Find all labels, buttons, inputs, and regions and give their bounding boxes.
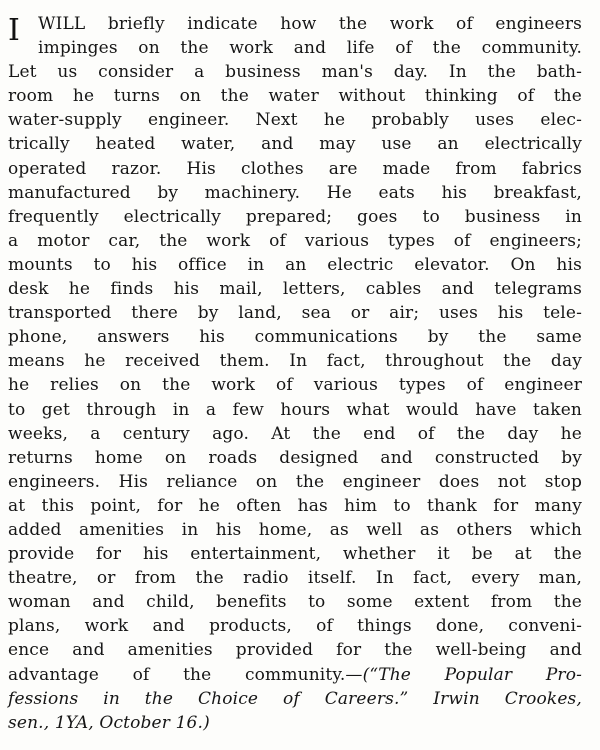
- article-line-11: mounts to his office in an electric elevator. On his: [8, 254, 582, 275]
- article-line-21: at this point, for he often has him to thank for many: [8, 495, 582, 516]
- closing-text: advantage of the community.: [8, 664, 346, 685]
- citation-line-2: fessions in the Choice of Careers.” Irwin Crookes,: [8, 688, 582, 709]
- article-line-12: desk he finds his mail, letters, cables and telegrams: [8, 279, 582, 300]
- citation-line-3: sen., 1YA, October 16.): [8, 712, 210, 733]
- article-line-22: added amenities in his home, as well as others which: [8, 519, 582, 540]
- article-line-25: woman and child, benefits to some extent from the: [8, 592, 582, 613]
- article-line-28: [8, 663, 582, 687]
- article-line-24: theatre, or from the radio itself. In fact, every man,: [8, 568, 582, 589]
- drop-cap-letter: I: [8, 13, 21, 48]
- article-line-26: plans, work and products, of things done, conveni-: [8, 616, 582, 637]
- article-line-19: returns home on roads designed and constructed by: [8, 447, 582, 468]
- article-line-10: a motor car, the work of various types of engineers;: [8, 230, 582, 251]
- article-line-8: manufactured by machinery. He eats his breakfast,: [8, 182, 582, 203]
- article-line-14: phone, answers his communications by the same: [8, 327, 582, 348]
- article-line-9: frequently electrically prepared; goes to business in: [8, 206, 582, 227]
- article-line-7: operated razor. His clothes are made from fabrics: [8, 158, 582, 179]
- citation-title-start: (“The Popular Pro-: [362, 664, 582, 685]
- article-line-3: Let us consider a business man's day. In the bath-: [8, 62, 582, 83]
- article-line-5: water-supply engineer. Next he probably uses elec-: [8, 110, 582, 131]
- article-body: [8, 12, 582, 735]
- article-line-6: trically heated water, and may use an electrically: [8, 134, 582, 155]
- article-line-18: weeks, a century ago. At the end of the day he: [8, 423, 582, 444]
- article-line-15: means he received them. In fact, throughout the day: [8, 351, 582, 372]
- article-line-13: transported there by land, sea or air; uses his tele-: [8, 303, 582, 324]
- article-line-20: engineers. His reliance on the engineer does not stop: [8, 471, 582, 492]
- article-line-16: he relies on the work of various types of engineer: [8, 375, 582, 396]
- citation-dash: —: [345, 664, 363, 685]
- article-line-23: provide for his entertainment, whether it be at the: [8, 544, 582, 565]
- article-line-4: room he turns on the water without thinking of the: [8, 86, 582, 107]
- article-line-1: I WILL briefly indicate how the work of engineers: [8, 13, 582, 48]
- article-line-27: ence and amenities provided for the well-being and: [8, 640, 582, 661]
- article-line-2: impinges on the work and life of the community.: [38, 38, 582, 59]
- article-line-17: to get through in a few hours what would have taken: [8, 399, 582, 420]
